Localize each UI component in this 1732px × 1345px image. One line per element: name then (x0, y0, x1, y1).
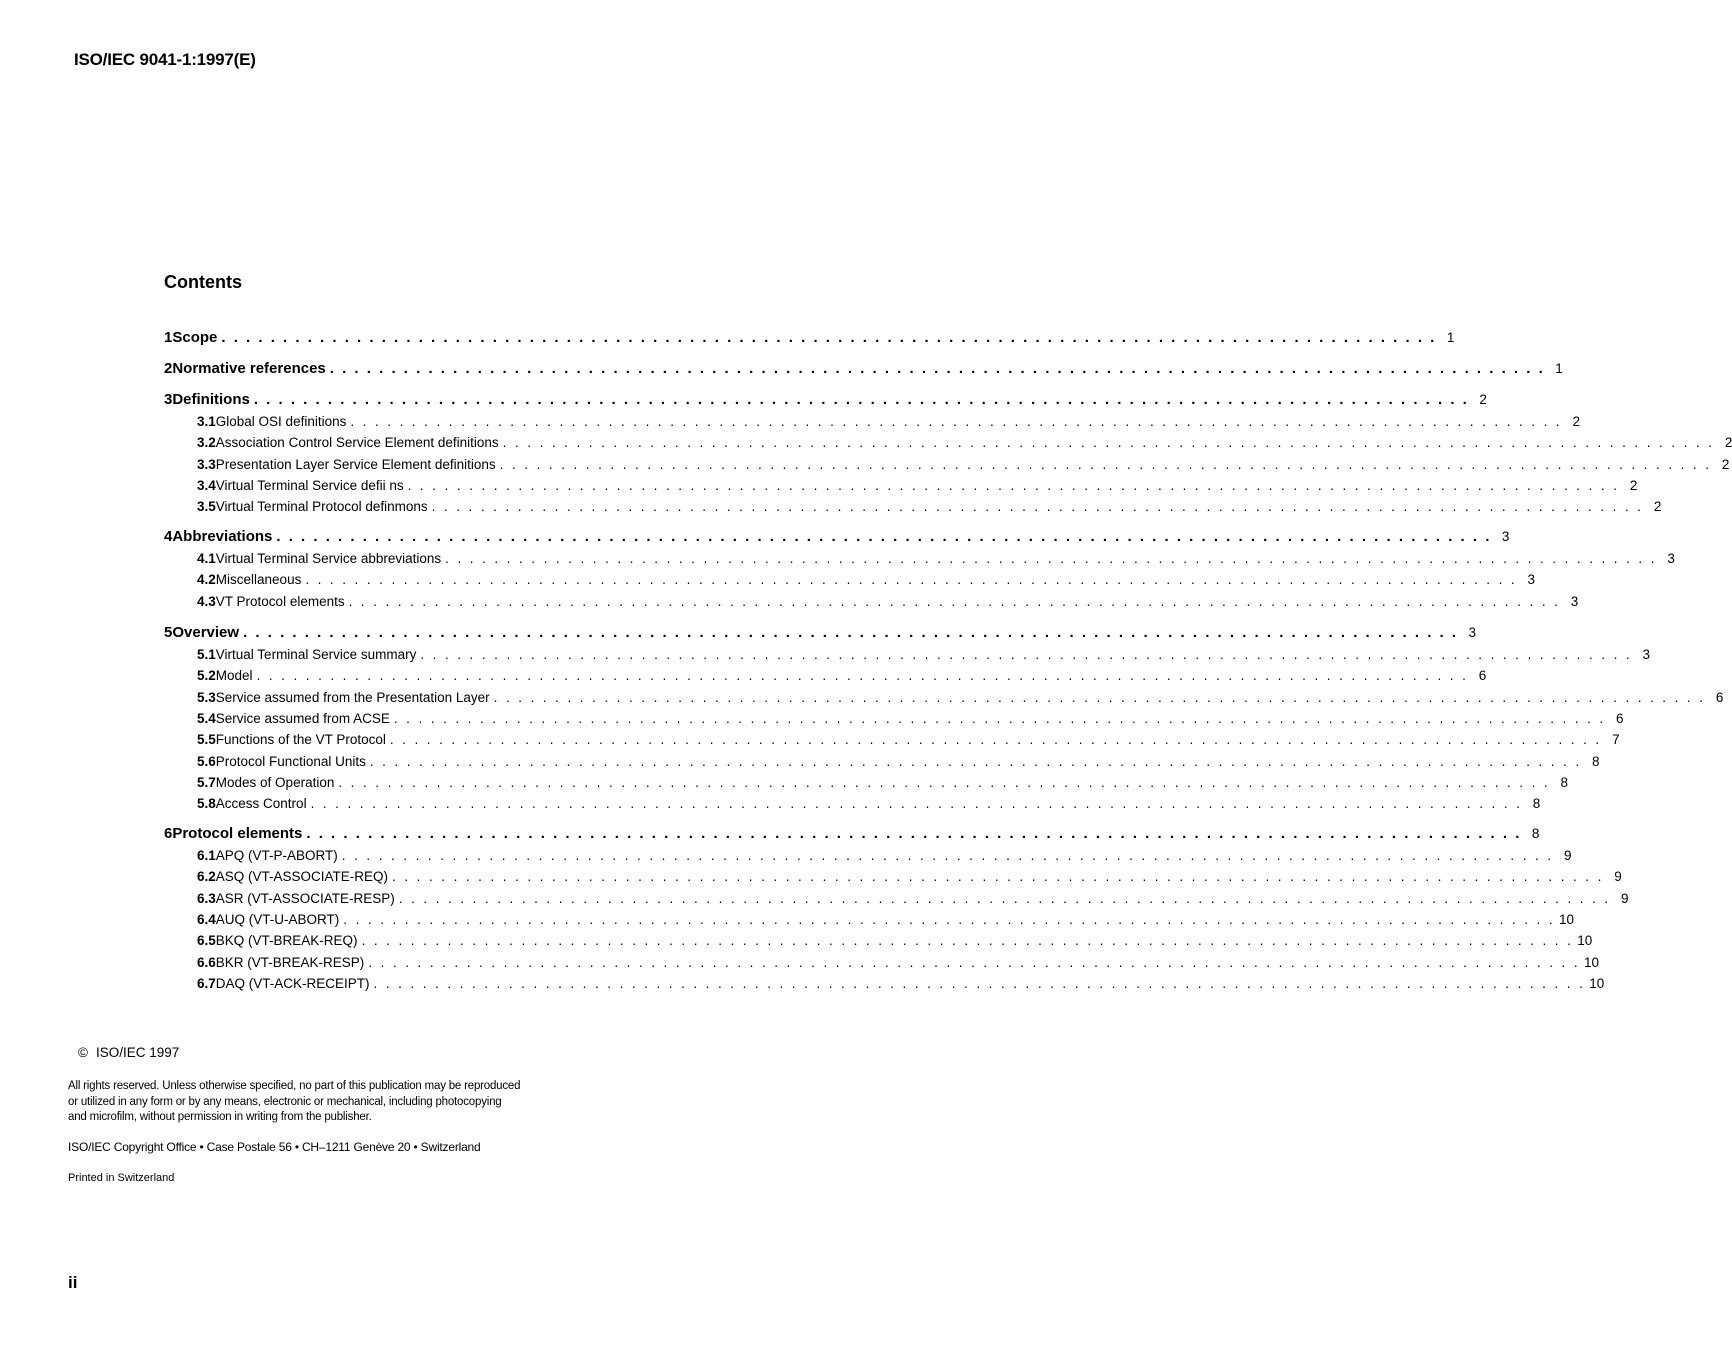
toc-subsection-page: 3 (1642, 647, 1651, 662)
rights-line: All rights reserved. Unless otherwise specified, no part of this publication may be reproduced (68, 1080, 521, 1092)
toc-leader-dots: . . . . . . . . . . . . . . . . . . . . . . . . . . . . . . . . . . . . . . . . . . . . . . . . . . . . . . . . . . . . . . . . . . . . . . . . . . . . . . . . . . . . . . . . . . . . . . . . . . . (398, 890, 1611, 906)
toc-leader-dots: . . . . . . . . . . . . . . . . . . . . . . . . . . . . . . . . . . . . . . . . . . . . . . . . . . . . . . . . . . . . . . . . . . . . . . . . . . . . . . . . . . . . . . . . . . . . . . . . . . . (502, 435, 1715, 451)
toc-subsection-page: 2 (1629, 477, 1638, 493)
toc-subsection-page: 10 (1589, 975, 1605, 991)
toc-section-title: Definitions (172, 391, 250, 408)
toc-subsection-number: 3.5 (197, 499, 216, 515)
toc-section-5 (164, 624, 1477, 641)
toc-subsection-5-2 (164, 668, 1487, 684)
toc-section-title: Protocol elements (172, 825, 303, 842)
toc-subsection-3-1 (164, 414, 1581, 429)
toc-leader-dots: . . . . . . . . . . . . . . . . . . . . . . . . . . . . . . . . . . . . . . . . . . . . . . . . . . . . . . . . . . . . . . . . . . . . . . . . . . . . . . . . . . . . . . . . . . . . . . . . . . . (393, 710, 1606, 726)
toc-subsection-number: 6.3 (197, 890, 216, 906)
toc-subsection-page: 2 (1721, 456, 1730, 472)
toc-leader-dots: . . . . . . . . . . . . . . . . . . . . . . . . . . . . . . . . . . . . . . . . . . . . . . . . . . . . . . . . . . . . . . . . . . . . . . . . . . . . . . . . . . . . . . . . . . . . . . . . . . . (243, 624, 1459, 641)
toc-subsection-5-5 (164, 732, 1620, 748)
toc-subsection-page: 10 (1577, 933, 1593, 949)
toc-leader-dots: . . . . . . . . . . . . . . . . . . . . . . . . . . . . . . . . . . . . . . . . . . . . . . . . . . . . . . . . . . . . . . . . . . . . . . . . . . . . . . . . . . . . . . . . . . . . . . . . . . . (310, 796, 1523, 812)
toc-subsection-page: 10 (1559, 911, 1575, 927)
toc-subsection-title: Functions of the VT Protocol (215, 732, 386, 748)
toc-leader-dots: . . . . . . . . . . . . . . . . . . . . . . . . . . . . . . . . . . . . . . . . . . . . . . . . . . . . . . . . . . . . . . . . . . . . . . . . . . . . . . . . . . . . . . . . . . . . . . . . . . . (253, 391, 1469, 408)
toc-section-number: 4 (164, 528, 173, 545)
toc-subsection-title: Service assumed from the Presentation Layer (215, 689, 490, 705)
toc-section-2 (164, 360, 1563, 377)
toc-section-title: Normative references (172, 360, 326, 377)
rights-line: or utilized in any form or by any means, electronic or mechanical, including photocopying (68, 1095, 502, 1108)
toc-subsection-5-3 (164, 689, 1724, 705)
toc-subsection-5-1 (164, 647, 1651, 662)
toc-subsection-number: 6.6 (197, 954, 216, 970)
toc-subsection-3-4 (164, 477, 1638, 493)
toc-subsection-3-5 (164, 499, 1662, 515)
toc-leader-dots: . . . . . . . . . . . . . . . . . . . . . . . . . . . . . . . . . . . . . . . . . . . . . . . . . . . . . . . . . . . . . . . . . . . . . . . . . . . . . . . . . . . . . . . . . . . . . . . . . . . (431, 499, 1644, 515)
toc-leader-dots: . . . . . . . . . . . . . . . . . . . . . . . . . . . . . . . . . . . . . . . . . . . . . . . . . . . . . . . . . . . . . . . . . . . . . . . . . . . . . . . . . . . . . . . . . . . . . . . . . . . (348, 593, 1561, 609)
toc-subsection-page: 8 (1532, 796, 1541, 812)
toc-subsection-title: Virtual Terminal Service defii ns (215, 477, 404, 493)
toc-subsection-page: 3 (1667, 551, 1675, 566)
toc-subsection-title: Association Control Service Element definitions (215, 435, 499, 451)
toc-subsection-6-3 (164, 890, 1629, 906)
toc-subsection-number: 3.1 (197, 414, 216, 429)
toc-subsection-page: 2 (1724, 435, 1732, 451)
toc-leader-dots: . . . . . . . . . . . . . . . . . . . . . . . . . . . . . . . . . . . . . . . . . . . . . . . . . . . . . . . . . . . . . . . . . . . . . . . . . . . . . . . . . . . . . . . . . . . . . . . . . . . (499, 456, 1712, 472)
toc-subsection-page: 9 (1614, 869, 1622, 885)
toc-subsection-number: 3.2 (197, 435, 216, 451)
toc-section-1 (164, 329, 1455, 346)
toc-subsection-number: 5.6 (197, 753, 216, 769)
toc-subsection-number: 5.1 (197, 647, 216, 662)
toc-subsection-title: Presentation Layer Service Element definitions (215, 456, 496, 472)
toc-subsection-4-3 (164, 593, 1579, 609)
toc-subsection-title: Virtual Terminal Service abbreviations (215, 551, 442, 566)
toc-section-page: 3 (1501, 529, 1510, 544)
copyright-office-address: ISO/IEC Copyright Office • Case Postale 56 • CH–1211 Genève 20 • Switzerland (68, 1140, 481, 1154)
toc-subsection-number: 4.2 (197, 572, 216, 588)
toc-subsection-page: 7 (1612, 732, 1620, 748)
toc-subsection-number: 4.3 (197, 593, 216, 609)
toc-subsection-title: ASR (VT-ASSOCIATE-RESP) (215, 890, 395, 906)
toc-subsection-number: 6.4 (197, 911, 216, 927)
toc-section-page: 8 (1531, 826, 1540, 841)
toc-section-6 (164, 825, 1540, 842)
document-id-header: ISO/IEC 9041-1:1997(E) (74, 50, 256, 69)
toc-leader-dots: . . . . . . . . . . . . . . . . . . . . . . . . . . . . . . . . . . . . . . . . . . . . . . . . . . . . . . . . . . . . . . . . . . . . . . . . . . . . . . . . . . . . . . . . . . . . . . . . . . . (306, 825, 1522, 842)
toc-leader-dots: . . . . . . . . . . . . . . . . . . . . . . . . . . . . . . . . . . . . . . . . . . . . . . . . . . . . . . . . . . . . . . . . . . . . . . . . . . . . . . . . . . . . . . . . . . . . . . . . . . . (338, 774, 1551, 790)
toc-leader-dots: . . . . . . . . . . . . . . . . . . . . . . . . . . . . . . . . . . . . . . . . . . . . . . . . . . . . . . . . . . . . . . . . . . . . . . . . . . . . . . . . . . . . . . . . . . . . . . . . . . . (373, 975, 1586, 991)
toc-subsection-page: 3 (1570, 593, 1579, 609)
toc-section-4 (164, 528, 1510, 545)
toc-subsection-5-6 (164, 753, 1600, 769)
toc-subsection-page: 10 (1584, 954, 1600, 970)
toc-subsection-6-1 (164, 848, 1572, 863)
toc-subsection-number: 5.3 (197, 689, 216, 705)
toc-subsection-number: 6.2 (197, 869, 216, 885)
toc-section-page: 1 (1446, 330, 1455, 345)
toc-subsection-title: Miscellaneous (215, 572, 302, 588)
toc-leader-dots: . . . . . . . . . . . . . . . . . . . . . . . . . . . . . . . . . . . . . . . . . . . . . . . . . . . . . . . . . . . . . . . . . . . . . . . . . . . . . . . . . . . . . . . . . . . . . . . . . . . (276, 528, 1492, 545)
toc-subsection-5-7 (164, 774, 1569, 790)
toc-subsection-page: 2 (1653, 499, 1662, 515)
toc-subsection-title: Access Control (215, 796, 307, 812)
toc-subsection-title: Modes of Operation (215, 774, 335, 790)
toc-subsection-number: 3.3 (197, 456, 216, 472)
toc-section-title: Scope (172, 329, 218, 346)
rights-line: and microfilm, without permission in writing from the publisher. (68, 1111, 372, 1123)
toc-subsection-page: 8 (1592, 753, 1600, 769)
toc-subsection-title: BKR (VT-BREAK-RESP) (215, 954, 365, 970)
toc-subsection-4-2 (164, 572, 1536, 588)
toc-subsection-title: DAQ (VT-ACK-RECEIPT) (215, 975, 370, 991)
toc-leader-dots: . . . . . . . . . . . . . . . . . . . . . . . . . . . . . . . . . . . . . . . . . . . . . . . . . . . . . . . . . . . . . . . . . . . . . . . . . . . . . . . . . . . . . . . . . . . . . . . . . . . (407, 477, 1620, 493)
toc-subsection-5-8 (164, 796, 1541, 812)
toc-leader-dots: . . . . . . . . . . . . . . . . . . . . . . . . . . . . . . . . . . . . . . . . . . . . . . . . . . . . . . . . . . . . . . . . . . . . . . . . . . . . . . . . . . . . . . . . . . . . . . . . . . . (420, 647, 1633, 662)
toc-leader-dots: . . . . . . . . . . . . . . . . . . . . . . . . . . . . . . . . . . . . . . . . . . . . . . . . . . . . . . . . . . . . . . . . . . . . . . . . . . . . . . . . . . . . . . . . . . . . . . . . . . . (305, 572, 1518, 588)
toc-subsection-title: Virtual Terminal Protocol definmons (215, 499, 428, 515)
toc-section-number: 3 (164, 391, 173, 408)
toc-subsection-6-7 (164, 975, 1605, 991)
toc-leader-dots: . . . . . . . . . . . . . . . . . . . . . . . . . . . . . . . . . . . . . . . . . . . . . . . . . . . . . . . . . . . . . . . . . . . . . . . . . . . . . . . . . . . . . . . . . . . . . . . . . . . (493, 689, 1706, 705)
toc-subsection-3-3 (164, 456, 1730, 472)
toc-subsection-page: 6 (1478, 668, 1487, 684)
printed-in-note: Printed in Switzerland (68, 1172, 175, 1184)
toc-section-number: 1 (164, 329, 173, 346)
toc-subsection-title: AUQ (VT-U-ABORT) (215, 911, 340, 927)
toc-subsection-title: ASQ (VT-ASSOCIATE-REQ) (215, 869, 389, 885)
toc-subsection-number: 5.4 (197, 710, 216, 726)
toc-subsection-title: VT Protocol elements (215, 593, 345, 609)
copyright-symbol: © (78, 1045, 88, 1060)
toc-section-page: 2 (1479, 392, 1487, 407)
toc-subsection-title: Virtual Terminal Service summary (215, 647, 417, 662)
toc-subsection-number: 5.8 (197, 796, 216, 812)
toc-leader-dots: . . . . . . . . . . . . . . . . . . . . . . . . . . . . . . . . . . . . . . . . . . . . . . . . . . . . . . . . . . . . . . . . . . . . . . . . . . . . . . . . . . . . . . . . . . . . . . . . . . . (368, 954, 1581, 970)
toc-leader-dots: . . . . . . . . . . . . . . . . . . . . . . . . . . . . . . . . . . . . . . . . . . . . . . . . . . . . . . . . . . . . . . . . . . . . . . . . . . . . . . . . . . . . . . . . . . . . . . . . . . . (350, 414, 1563, 429)
toc-subsection-6-2 (164, 869, 1622, 885)
toc-subsection-page: 2 (1572, 414, 1581, 429)
toc-subsection-page: 6 (1616, 710, 1624, 726)
toc-subsection-page: 9 (1563, 848, 1572, 863)
toc-section-title: Abbreviations (172, 528, 273, 545)
toc-section-page: 1 (1555, 361, 1563, 376)
contents-title: Contents (164, 272, 242, 292)
toc-leader-dots: . . . . . . . . . . . . . . . . . . . . . . . . . . . . . . . . . . . . . . . . . . . . . . . . . . . . . . . . . . . . . . . . . . . . . . . . . . . . . . . . . . . . . . . . . . . . . . . . . . . (256, 668, 1469, 684)
toc-leader-dots: . . . . . . . . . . . . . . . . . . . . . . . . . . . . . . . . . . . . . . . . . . . . . . . . . . . . . . . . . . . . . . . . . . . . . . . . . . . . . . . . . . . . . . . . . . . . . . . . . . . (445, 551, 1657, 566)
toc-subsection-number: 5.5 (197, 732, 216, 748)
toc-subsection-number: 6.5 (197, 933, 216, 949)
toc-subsection-6-6 (164, 954, 1600, 970)
toc-subsection-page: 6 (1715, 689, 1724, 705)
copyright-holder: ISO/IEC 1997 (95, 1045, 180, 1060)
toc-subsection-number: 5.7 (197, 774, 216, 790)
rights-notice (68, 1079, 608, 1126)
toc-section-number: 2 (164, 360, 173, 377)
toc-subsection-3-2 (164, 435, 1732, 451)
toc-section-page: 3 (1468, 625, 1477, 640)
toc-subsection-number: 6.7 (197, 975, 216, 991)
toc-leader-dots: . . . . . . . . . . . . . . . . . . . . . . . . . . . . . . . . . . . . . . . . . . . . . . . . . . . . . . . . . . . . . . . . . . . . . . . . . . . . . . . . . . . . . . . . . . . . . . . . . . . (341, 848, 1554, 863)
toc-subsection-6-5 (164, 933, 1593, 949)
toc-section-number: 6 (164, 825, 173, 842)
toc-subsection-page: 9 (1621, 890, 1629, 906)
toc-subsection-title: Global OSI definitions (215, 414, 347, 429)
toc-subsection-title: BKQ (VT-BREAK-REQ) (215, 933, 358, 949)
toc-subsection-4-1 (164, 551, 1675, 566)
toc-subsection-title: Model (215, 668, 253, 684)
toc-leader-dots: . . . . . . . . . . . . . . . . . . . . . . . . . . . . . . . . . . . . . . . . . . . . . . . . . . . . . . . . . . . . . . . . . . . . . . . . . . . . . . . . . . . . . . . . . . . . . . . . . . . (221, 329, 1437, 346)
toc-subsection-number: 3.4 (197, 477, 216, 493)
toc-section-3 (164, 391, 1487, 408)
toc-leader-dots: . . . . . . . . . . . . . . . . . . . . . . . . . . . . . . . . . . . . . . . . . . . . . . . . . . . . . . . . . . . . . . . . . . . . . . . . . . . . . . . . . . . . . . . . . . . . . . . . . . . (343, 911, 1555, 927)
toc-leader-dots: . . . . . . . . . . . . . . . . . . . . . . . . . . . . . . . . . . . . . . . . . . . . . . . . . . . . . . . . . . . . . . . . . . . . . . . . . . . . . . . . . . . . . . . . . . . . . . . . . . . (392, 869, 1604, 885)
toc-subsection-number: 5.2 (197, 668, 216, 684)
toc-section-number: 5 (164, 624, 173, 641)
toc-subsection-title: Protocol Functional Units (215, 753, 366, 769)
toc-leader-dots: . . . . . . . . . . . . . . . . . . . . . . . . . . . . . . . . . . . . . . . . . . . . . . . . . . . . . . . . . . . . . . . . . . . . . . . . . . . . . . . . . . . . . . . . . . . . . . . . . . . (361, 933, 1574, 949)
toc-subsection-title: APQ (VT-P-ABORT) (215, 848, 338, 863)
toc-subsection-number: 4.1 (197, 551, 216, 566)
toc-subsection-5-4 (164, 710, 1624, 726)
toc-subsection-page: 3 (1527, 572, 1536, 588)
toc-section-title: Overview (172, 624, 240, 641)
toc-subsection-title: Service assumed from ACSE (215, 710, 390, 726)
toc-subsection-number: 6.1 (197, 848, 216, 863)
toc-leader-dots: . . . . . . . . . . . . . . . . . . . . . . . . . . . . . . . . . . . . . . . . . . . . . . . . . . . . . . . . . . . . . . . . . . . . . . . . . . . . . . . . . . . . . . . . . . . . . . . . . . . (329, 360, 1545, 377)
toc-subsection-page: 8 (1560, 774, 1569, 790)
toc-leader-dots: . . . . . . . . . . . . . . . . . . . . . . . . . . . . . . . . . . . . . . . . . . . . . . . . . . . . . . . . . . . . . . . . . . . . . . . . . . . . . . . . . . . . . . . . . . . . . . . . . . . (389, 732, 1602, 748)
toc-leader-dots: . . . . . . . . . . . . . . . . . . . . . . . . . . . . . . . . . . . . . . . . . . . . . . . . . . . . . . . . . . . . . . . . . . . . . . . . . . . . . . . . . . . . . . . . . . . . . . . . . . . (369, 753, 1582, 769)
toc-subsection-6-4 (164, 911, 1575, 927)
page-number: ii (68, 1273, 78, 1292)
copyright-line (78, 1045, 179, 1060)
